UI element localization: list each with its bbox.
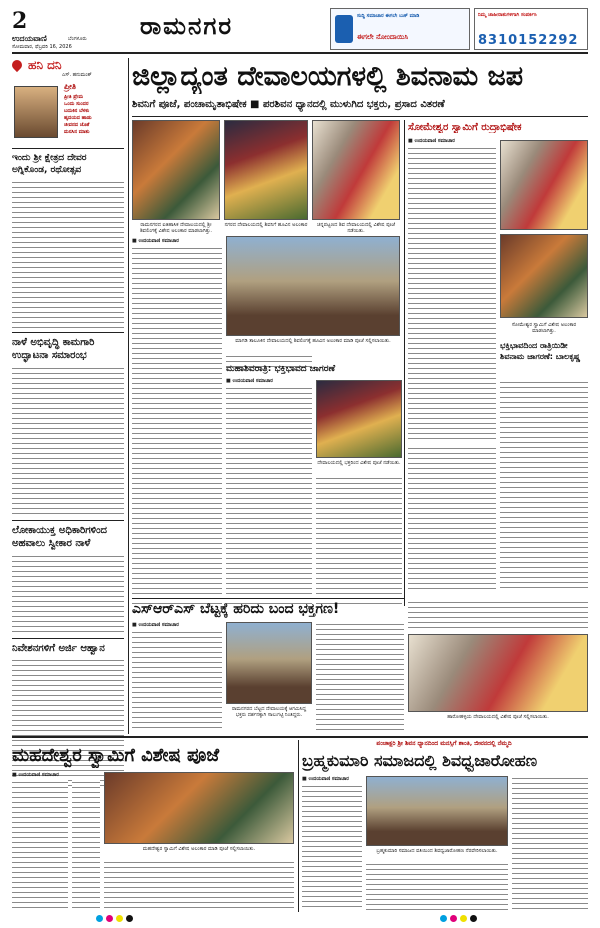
bottom-right-body-3	[512, 776, 588, 910]
poem	[64, 94, 124, 136]
lead-body-col1	[132, 246, 222, 606]
edition: ಬೆಂಗಳೂರು	[68, 36, 87, 42]
lead-photo-1	[132, 120, 220, 220]
ssr-body-col1	[132, 630, 222, 730]
bottom-left-body-3	[104, 860, 294, 910]
bottom-left-photo	[104, 772, 294, 844]
bottom-right-body-2	[366, 862, 508, 910]
poem-line: ಮನಸಿನ ಮಾತು	[64, 129, 90, 135]
registration-dot	[96, 915, 103, 922]
ad-banner-1	[330, 8, 470, 50]
story3-headline: ಲೋಕಾಯುಕ್ತ ಅಧಿಕಾರಿಗಳಿಂದ ಅಹವಾಲು ಸ್ವೀಕಾರ ನಾಳೆ	[12, 525, 108, 549]
middle-body-col1	[226, 386, 312, 606]
right-photo-2	[500, 234, 588, 318]
lead-subheadline: ಶಿವನಿಗೆ ಪೂಜೆ, ಪಂಚಾಮೃತಾಭಿಷೇಕ ■ ಪರಶಿವನ ಧ್ಯಾನದಲ್ಲಿ ಮುಳುಗಿದ ಭಕ್ತರು, ಪ್ರಸಾದ ವಿತರಣೆ	[132, 99, 445, 110]
registration-dot	[450, 915, 457, 922]
section-title: ರಾಮನಗರ	[140, 12, 234, 40]
right-caption-2: ಹಾರೋಹಳ್ಳಿಯ ದೇವಾಲಯದಲ್ಲಿ ವಿಶೇಷ ಪೂಜೆ ಸಲ್ಲಿಸಲಾಯಿತು.	[447, 714, 549, 720]
column-title: ಹನಿ ದನಿ	[28, 58, 62, 72]
middle-body-col2	[316, 476, 402, 606]
bottom-left-body-2	[72, 780, 100, 910]
lead-caption-4: ಮಾಗಡಿ ತಾಲೂಕಿನ ದೇವಾಲಯದಲ್ಲಿ ಶಿವಲಿಂಗಕ್ಕೆ ಹೂವಿನ ಅಲಂಕಾರ ಮಾಡಿ ಪೂಜೆ ಸಲ್ಲಿಸಲಾಯಿತು.	[235, 338, 391, 344]
poem-line: ಪ್ರೀತಿ ಪ್ರೇಮ	[64, 94, 84, 100]
lead-caption-3: ಚನ್ನಪಟ್ಟಣದ ಶಿವ ದೇವಾಲಯದಲ್ಲಿ ವಿಶೇಷ ಪೂಜೆ ನಡೆಯಿತು.	[316, 222, 396, 234]
lead-photo-2	[224, 120, 308, 220]
paper-name: ಉದಯವಾಣಿ	[12, 34, 47, 43]
lead-caption-2: ನಗರದ ದೇವಾಲಯದಲ್ಲಿ ಶಿವನಿಗೆ ಹೂವಿನ ಅಲಂಕಾರ	[224, 222, 308, 228]
ssr-photo	[226, 622, 312, 704]
masthead-rule	[12, 52, 588, 54]
poem-line: ಬದುಕಿನ ಬೆಳಕು	[64, 108, 90, 114]
story2-headline: ನಾಳೆ ಅಭಿವೃದ್ಧಿ ಕಾಮಗಾರಿ ಉದ್ಘಾಟನಾ ಸಮಾರಂಭ	[12, 337, 95, 361]
registration-dot	[116, 915, 123, 922]
right-photo-1	[500, 140, 588, 230]
middle-photo	[316, 380, 402, 458]
right-body-1	[408, 146, 496, 442]
bottom-right-photo	[366, 776, 508, 846]
right-body-2	[500, 380, 588, 590]
divider	[12, 736, 588, 738]
poem-line: ಜೀವನದ ಜೊತೆ	[64, 122, 90, 128]
bottom-banner: ಪಂಚಾಕ್ಷರಿ ಶ್ರೀ ಶಿವನ ಧ್ಯಾನದಿಂದ ಮನಸ್ಸಿಗೆ ಶಾಂತಿ, ಜೀವನದಲ್ಲಿ ನೆಮ್ಮದಿ	[376, 740, 512, 747]
divider	[12, 638, 124, 639]
story4-headline: ನಿವೇಶನಗಳಿಗೆ ಅರ್ಜಿ ಆಹ್ವಾನ	[12, 643, 105, 654]
bottom-right-byline: ■ ಉದಯವಾಣಿ ಸಮಾಚಾರ	[302, 776, 349, 782]
ssr-headline: ಎಸ್‌ಆರ್‌ಎಸ್ ಬೆಟ್ಟಕ್ಕೆ ಹರಿದು ಬಂದ ಭಕ್ತಗಣ!	[132, 601, 340, 617]
lead-photo-4	[226, 236, 400, 336]
right-byline-1: ■ ಉದಯವಾಣಿ ಸಮಾಚಾರ	[408, 138, 455, 144]
heart-icon	[10, 58, 24, 72]
story1-headline: ಇಂದು ಶ್ರೀ ಕ್ಷೇತ್ರದ ದೇವರ ಅಗ್ನಿಕೊಂಡ, ರಥೋತ್ಸವ	[12, 153, 87, 175]
bottom-left-body-1	[12, 780, 68, 910]
ad1-sub: ಈಗಲೇ ನೋಂದಾಯಿಸಿ	[357, 33, 409, 41]
ad2-text: ನಿಮ್ಮ ಜಾಹೀರಾತುಗಳಿಗಾಗಿ ಸಂಪರ್ಕಿಸಿ	[478, 12, 537, 18]
ssr-byline: ■ ಉದಯವಾಣಿ ಸಮಾಚಾರ	[132, 622, 179, 628]
page-number: 2	[12, 8, 28, 34]
sidebar	[12, 58, 124, 738]
bottom-left-caption: ಮಹದೇಶ್ವರ ಸ್ವಾಮಿಗೆ ವಿಶೇಷ ಅಲಂಕಾರ ಮಾಡಿ ಪೂಜೆ ಸಲ್ಲಿಸಲಾಯಿತು.	[142, 846, 256, 852]
ad1-text: ಸುದ್ದಿ ಸಮಾಚಾರ ಈಗಲೇ ಬುಕ್ ಮಾಡಿ	[357, 13, 420, 19]
lead-caption-1: ರಾಮನಗರದ ಐತಿಹಾಸಿಕ ದೇವಾಲಯದಲ್ಲಿ ಶ್ರೀ ಶಿವಲಿಂಗಕ್ಕೆ ವಿಶೇಷ ಅಲಂಕಾರ ಮಾಡಲಾಗಿತ್ತು.	[140, 222, 212, 234]
column-rule	[404, 120, 405, 606]
bottom-left-byline: ■ ಉದಯವಾಣಿ ಸಮಾಚಾರ	[12, 772, 59, 778]
story2-body	[12, 366, 124, 516]
poem-line: ಒಂದು ಸುಂದರ	[64, 101, 89, 107]
registration-dot	[126, 915, 133, 922]
right-headline-2: ಭಕ್ತಿಭಾವದಿಂದ ರಾತ್ರಿಯಿಡೀ ಶಿವನಾಮ ಜಾಗರಣೆ: ಬಾಲಕೃಷ್ಣ	[500, 341, 581, 361]
bottom-right-caption: ಬ್ರಹ್ಮಕುಮಾರಿ ಸಮಾಜದ ವತಿಯಿಂದ ಶಿವಧ್ವಜಾರೋಹಣ ನೆರವೇರಿಸಲಾಯಿತು.	[376, 848, 498, 854]
bottom-right-headline: ಬ್ರಹ್ಮಕುಮಾರಿ ಸಮಾಜದಲ್ಲಿ ಶಿವಧ್ವಜಾರೋಹಣ	[302, 751, 538, 770]
registration-dot	[106, 915, 113, 922]
ssr-caption: ರಾಮನಗರದ ಬೆಟ್ಟದ ದೇವಾಲಯಕ್ಕೆ ಆಗಮಿಸಿದ್ದ ಭಕ್ತರು ದರ್ಶನಕ್ಕಾಗಿ ಸಾಲುಗಟ್ಟಿ ನಿಂತಿದ್ದರು.	[231, 706, 307, 718]
right-caption-1: ಸೋಮೇಶ್ವರ ಸ್ವಾಮಿಗೆ ವಿಶೇಷ ಅಲಂಕಾರ ಮಾಡಲಾಗಿತ್ತು.	[511, 322, 577, 334]
middle-headline: ಮಹಾಶಿವರಾತ್ರಿ: ಭಕ್ತಿಭಾವದ ಜಾಗರಣೆ	[226, 364, 336, 374]
ssr-body-col2	[316, 622, 404, 730]
masthead	[12, 8, 588, 50]
right-headline-1: ಸೋಮೇಶ್ವರ ಸ್ವಾಮಿಗೆ ರುದ್ರಾಭಿಷೇಕ	[408, 122, 522, 133]
poem-line: ಹೃದಯದ ಹಾಡು	[64, 115, 92, 121]
column-author: ಎಸ್. ಹನುಮಂತ್	[62, 72, 92, 78]
divider	[132, 598, 404, 599]
ad-phone-number: 8310152292	[478, 33, 579, 48]
middle-caption: ದೇವಾಲಯದಲ್ಲಿ ಭಕ್ತರಿಂದ ವಿಶೇಷ ಪೂಜೆ ನಡೆಯಿತು.	[317, 460, 401, 466]
poem-title: ಪ್ರೀತಿ	[64, 82, 77, 91]
right-body-3	[408, 446, 496, 590]
author-photo	[14, 86, 58, 138]
phone-icon	[335, 15, 353, 43]
divider	[132, 116, 588, 117]
lead-photo-3	[312, 120, 400, 220]
ad-banner-2	[474, 8, 588, 50]
lead-headline: ಜಿಲ್ಲಾದ್ಯಂತ ದೇವಾಲಯಗಳಲ್ಲಿ ಶಿವನಾಮ ಜಪ	[132, 61, 524, 92]
story1-body	[12, 180, 124, 328]
registration-dot	[440, 915, 447, 922]
column-rule	[128, 58, 129, 734]
bottom-right-body-1	[302, 784, 362, 910]
bottom-left-headline: ಮಹದೇಶ್ವರ ಸ್ವಾಮಿಗೆ ವಿಶೇಷ ಪೂಜೆ	[12, 745, 220, 766]
divider	[12, 332, 124, 333]
story3-body	[12, 554, 124, 634]
column-rule	[298, 740, 299, 912]
divider	[12, 520, 124, 521]
lead-byline: ■ ಉದಯವಾಣಿ ಸಮಾಚಾರ	[132, 238, 179, 244]
date-line: ಸೋಮವಾರ, ಫೆಬ್ರವರಿ 16, 2026	[12, 44, 72, 50]
right-photo-3	[408, 634, 588, 712]
right-body-4	[408, 600, 588, 630]
registration-dot	[460, 915, 467, 922]
divider	[12, 148, 124, 149]
middle-byline: ■ ಉದಯವಾಣಿ ಸಮಾಚಾರ	[226, 378, 273, 384]
registration-dot	[470, 915, 477, 922]
